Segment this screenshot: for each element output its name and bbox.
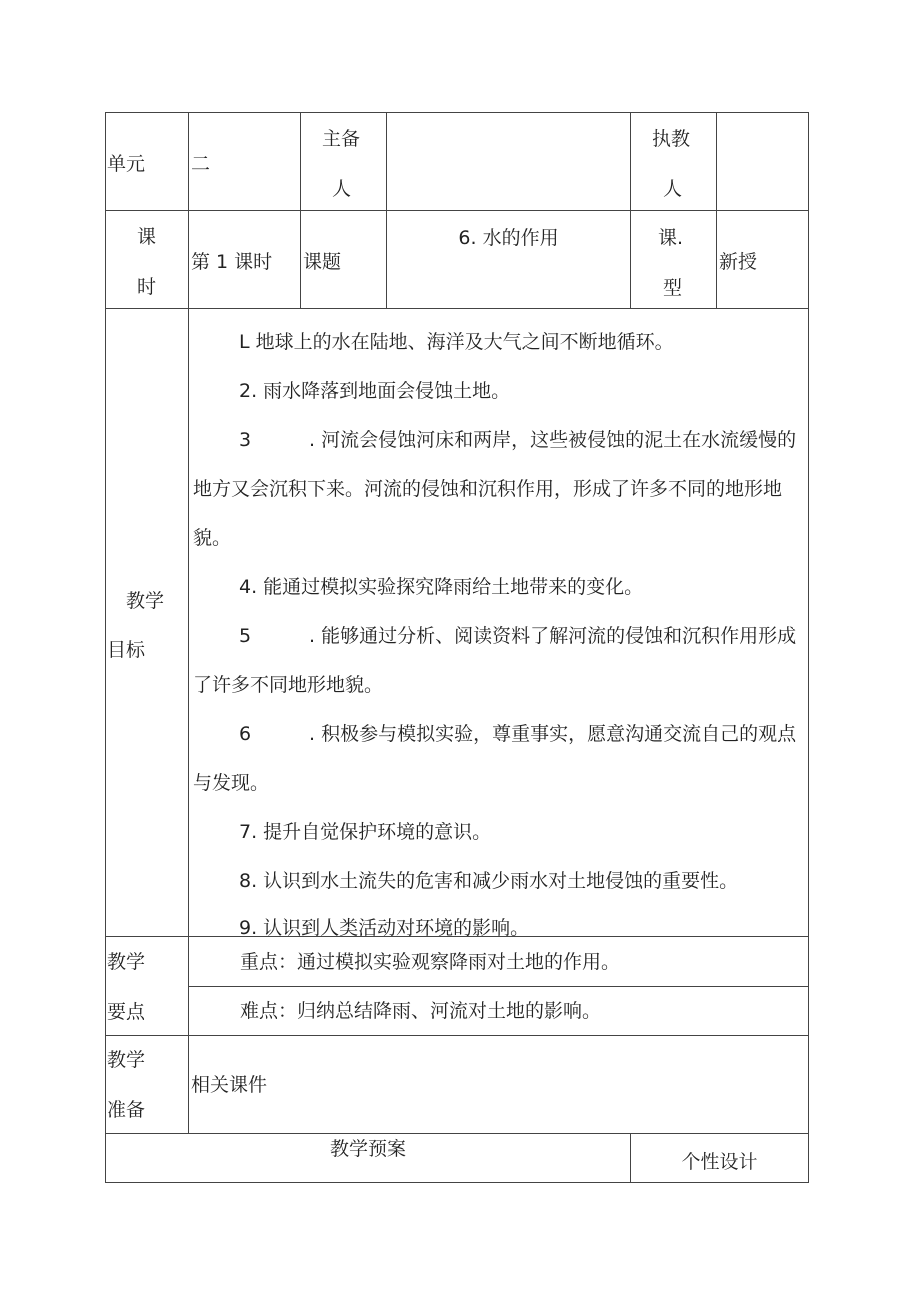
goal-item-cont: 与发现。 (193, 772, 270, 794)
goal-item: 7. 提升自觉保护环境的意识。 (239, 821, 492, 843)
row-border (105, 936, 809, 937)
teacher-label-line2: 人 (663, 178, 683, 200)
preparation-value: 相关课件 (191, 1074, 268, 1096)
goal-item-cont: 地方又会沉积下来。河流的侵蚀和沉积作用，形成了许多不同的地形地 (193, 478, 783, 500)
type-value: 新授 (719, 251, 758, 273)
goals-label-line2: 目标 (107, 639, 146, 661)
col-border (300, 112, 301, 308)
period-label-line2: 时 (137, 276, 157, 298)
type-label-line2: 型 (663, 277, 683, 299)
keypoint-focus: 重点：通过模拟实验观察降雨对土地的作用。 (240, 951, 621, 973)
row-border (105, 1133, 809, 1134)
keypoints-label: 教学 (107, 951, 146, 973)
goal-item-cont: 貌。 (193, 527, 232, 549)
preparation-label-line2: 准备 (107, 1099, 146, 1121)
design-header: 个性设计 (681, 1151, 758, 1173)
goals-label: 教学 (126, 590, 165, 612)
col-border (105, 112, 106, 1183)
goal-item-number: 3 (239, 429, 252, 451)
goal-item: 8. 认识到水土流失的危害和减少雨水对土地侵蚀的重要性。 (239, 870, 739, 892)
goal-item-number: 5 (239, 625, 252, 647)
row-border (105, 1182, 809, 1183)
row-border (105, 1035, 809, 1036)
unit-value: 二 (191, 153, 211, 175)
col-border (386, 112, 387, 308)
goals-content (189, 309, 809, 936)
preparer-label-line2: 人 (332, 178, 352, 200)
goal-item: . 能够通过分析、阅读资料了解河流的侵蚀和沉积作用形成 (309, 625, 797, 647)
period-label: 课 (137, 226, 157, 248)
preparation-label: 教学 (107, 1049, 146, 1071)
row-border (105, 112, 809, 113)
col-border (630, 112, 631, 308)
goal-item: L 地球上的水在陆地、海洋及大气之间不断地循环。 (239, 331, 674, 353)
row-border (188, 986, 809, 987)
goal-item-number: 6 (239, 723, 252, 745)
keypoints-label-line2: 要点 (107, 1001, 146, 1023)
goal-item-cont: 了许多不同地形地貌。 (193, 674, 384, 696)
period-value: 第 1 课时 (191, 251, 273, 273)
type-label: 课. (658, 227, 684, 249)
row-border (105, 210, 809, 211)
unit-label: 单元 (107, 153, 146, 175)
goal-item: 4. 能通过模拟实验探究降雨给土地带来的变化。 (239, 576, 644, 598)
keypoint-difficulty: 难点：归纳总结降雨、河流对土地的影响。 (240, 1000, 602, 1022)
col-border (716, 112, 717, 308)
topic-label: 课题 (303, 251, 342, 273)
topic-value: 6. 水的作用 (458, 227, 559, 249)
teacher-label: 执教 (652, 128, 691, 150)
goal-item: 9. 认识到人类活动对环境的影响。 (239, 917, 530, 936)
plan-header: 教学预案 (329, 1138, 406, 1160)
goal-item: 2. 雨水降落到地面会侵蚀土地。 (239, 380, 511, 402)
goal-item: . 积极参与模拟实验，尊重事实，愿意沟通交流自己的观点 (309, 723, 797, 745)
goal-item: . 河流会侵蚀河床和两岸，这些被侵蚀的泥土在水流缓慢的 (309, 429, 797, 451)
preparer-label: 主备 (322, 128, 361, 150)
